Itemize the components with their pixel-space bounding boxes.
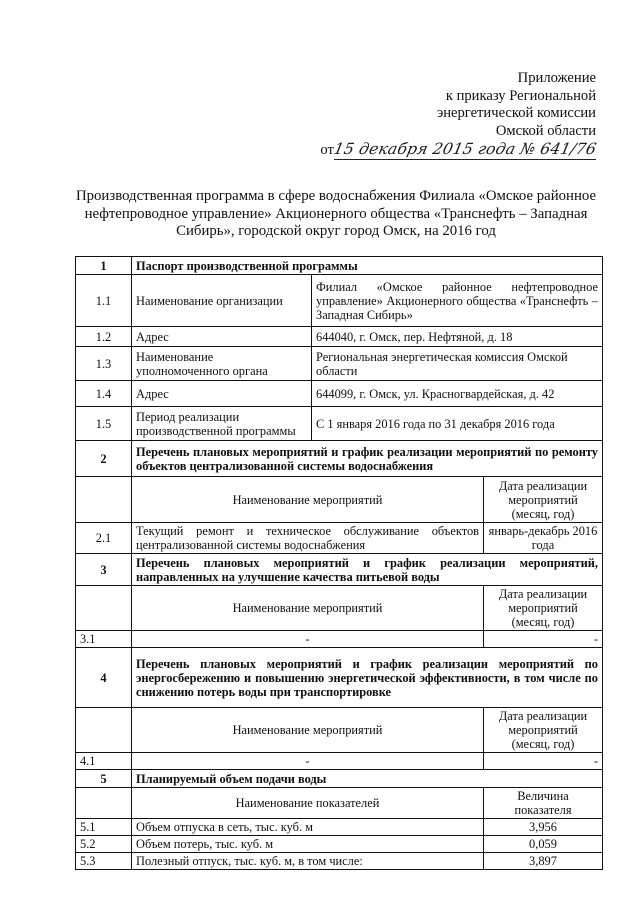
row-label: Наименование организации [132, 275, 312, 327]
section-number: 5 [76, 770, 132, 788]
column-header-row [76, 788, 603, 819]
empty-cell [76, 477, 132, 523]
table-row [76, 407, 603, 441]
row-name: Объем потерь, тыс. куб. м [132, 836, 484, 853]
row-number: 3.1 [76, 631, 132, 648]
appendix-header [437, 70, 596, 140]
row-value: С 1 января 2016 года по 31 декабря 2016 года [312, 407, 603, 441]
table-row [76, 275, 603, 327]
column-header-date: Дата реализации мероприятий (месяц, год) [484, 586, 603, 631]
section-header-row [76, 257, 603, 275]
order-prefix: от [320, 142, 334, 158]
row-number: 1.5 [76, 407, 132, 441]
appendix-line: к приказу Региональной [445, 87, 596, 104]
row-number: 2.1 [76, 523, 132, 554]
table-row [76, 327, 603, 347]
table-row [76, 347, 603, 381]
table-row [76, 819, 603, 836]
section-header-row [76, 770, 603, 788]
section-title: Паспорт производственной программы [132, 257, 603, 275]
section-title: Перечень плановых мероприятий и график реализации мероприятий по энергосбережению и повышению энергетической эффективности, в том числе по снижению потерь воды при транспортировке [132, 648, 603, 708]
row-date: январь-декабрь 2016 года [484, 523, 603, 554]
column-header-row [76, 708, 603, 753]
row-value: 3,897 [484, 853, 603, 870]
empty-cell [76, 586, 132, 631]
row-name: - [132, 753, 484, 770]
column-header-date: Дата реализации мероприятий (месяц, год) [484, 708, 603, 753]
row-value: Региональная энергетическая комиссия Омской области [312, 347, 603, 381]
document-title: Производственная программа в сфере водоснабжения Филиала «Омское районное нефтепроводное управление» Акционерного общества «Транснефть – Западная Сибирь», городской округ город Омск, на 2016 год [75, 188, 597, 240]
appendix-line: Омской области [495, 122, 596, 139]
table-row [76, 523, 603, 554]
row-value: Филиал «Омское районное нефтепроводное управление» Акционерного общества «Транснефть – Западная Сибирь» [312, 275, 603, 327]
row-number: 1.1 [76, 275, 132, 327]
row-value: 0,059 [484, 836, 603, 853]
table-row [76, 853, 603, 870]
section-header-row [76, 441, 603, 477]
row-number: 1.3 [76, 347, 132, 381]
order-handwritten-underline [331, 140, 598, 160]
column-header-name: Наименование мероприятий [132, 708, 484, 753]
column-header-date: Дата реализации мероприятий (месяц, год) [484, 477, 603, 523]
row-label: Период реализации производственной программы [132, 407, 312, 441]
row-number: 1.4 [76, 381, 132, 407]
row-label: Наименование уполномоченного органа [132, 347, 312, 381]
section-number: 3 [76, 554, 132, 586]
table-row [76, 631, 603, 648]
row-number: 1.2 [76, 327, 132, 347]
row-name: Объем отпуска в сеть, тыс. куб. м [132, 819, 484, 836]
row-number: 5.1 [76, 819, 132, 836]
row-date: - [484, 753, 603, 770]
section-title: Перечень плановых мероприятий и график реализации мероприятий, направленных на улучшение качества питьевой воды [132, 554, 603, 586]
table-row [76, 381, 603, 407]
row-value: 644040, г. Омск, пер. Нефтяной, д. 18 [312, 327, 603, 347]
row-name: Полезный отпуск, тыс. куб. м, в том числе: [132, 853, 484, 870]
empty-cell [76, 708, 132, 753]
row-value: 644099, г. Омск, ул. Красногвардейская, д. 42 [312, 381, 603, 407]
row-date: - [484, 631, 603, 648]
row-name: Текущий ремонт и техническое обслуживание объектов централизованной системы водоснабжения [132, 523, 484, 554]
section-number: 2 [76, 441, 132, 477]
column-header-name: Наименование показателей [132, 788, 484, 819]
column-header-row [76, 586, 603, 631]
order-handwritten-date: 15 декабря 2015 года № 641/76 [331, 140, 598, 158]
appendix-line: энергетической комиссии [436, 105, 596, 121]
section-number: 1 [76, 257, 132, 275]
section-title: Перечень плановых мероприятий и график реализации мероприятий по ремонту объектов централизованной системы водоснабжения [132, 441, 603, 477]
row-number: 5.2 [76, 836, 132, 853]
row-label: Адрес [132, 381, 312, 407]
appendix-line: Приложение [517, 70, 596, 86]
section-header-row [76, 648, 603, 708]
table-row [76, 753, 603, 770]
order-reference [320, 140, 596, 160]
column-header-name: Наименование мероприятий [132, 586, 484, 631]
row-value: 3,956 [484, 819, 603, 836]
column-header-value: Величина показателя [484, 788, 603, 819]
row-name: - [132, 631, 484, 648]
row-number: 4.1 [76, 753, 132, 770]
section-header-row [76, 554, 603, 586]
section-title: Планируемый объем подачи воды [132, 770, 603, 788]
empty-cell [76, 788, 132, 819]
section-number: 4 [76, 648, 132, 708]
row-label: Адрес [132, 327, 312, 347]
column-header-row [76, 477, 603, 523]
column-header-name: Наименование мероприятий [132, 477, 484, 523]
row-number: 5.3 [76, 853, 132, 870]
table-row [76, 836, 603, 853]
program-table [75, 256, 603, 870]
